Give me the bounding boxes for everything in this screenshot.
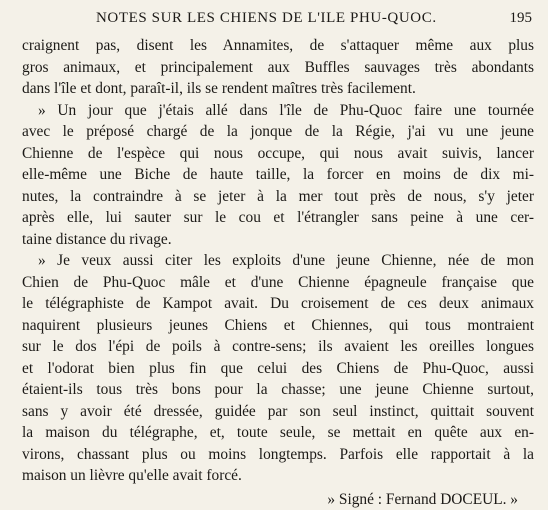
signature: » Signé : Fernand DOCEUL. »: [22, 489, 534, 510]
text-line: Chienne de l'espèce qui nous occupe, qui nous avait suivis, lancer: [22, 143, 534, 165]
text-line: sans y avoir été dressée, guidée par son seul instinct, quittait souvent: [22, 401, 534, 423]
text-line: étaient-ils tous très bons pour la chasse; une jeune Chienne surtout,: [22, 379, 534, 401]
text-line: » Je veux aussi citer les exploits d'une jeune Chienne, née de mon: [22, 250, 534, 272]
paragraph: [22, 35, 534, 100]
paragraph: [22, 100, 534, 251]
text-line: virons, chassant plus ou moins longtemps. Parfois elle rapportait à la: [22, 444, 534, 466]
running-title: NOTES SUR LES CHIENS DE L'ILE PHU-QUOC.: [96, 10, 437, 27]
text-line: Chien de Phu-Quoc mâle et d'une Chienne épagneule française que: [22, 272, 534, 294]
text-line: craignent pas, disent les Annamites, de s'attaquer même aux plus: [22, 35, 534, 57]
text-line: après elle, lui sauter sur le cou et l'étrangler sans peine à une cer-: [22, 207, 534, 229]
text-line: le télégraphiste de Kampot avait. Du croisement de ces deux animaux: [22, 293, 534, 315]
text-line: et l'odorat bien plus fin que celui des Chiens de Phu-Quoc, aussi: [22, 358, 534, 380]
text-line: gros animaux, et principalement aux Buffles sauvages très abondants: [22, 57, 534, 79]
text-line: avec le préposé chargé de la jonque de la Régie, j'ai vu une jeune: [22, 121, 534, 143]
paragraph: [22, 250, 534, 487]
text-line: dans l'île et dont, paraît-il, ils se rendent maîtres très facilement.: [22, 78, 534, 100]
text-line: » Un jour que j'étais allé dans l'île de Phu-Quoc faire une tournée: [22, 100, 534, 122]
page-header: [0, 10, 548, 32]
page-number: 195: [510, 10, 533, 27]
text-line: maison un lièvre qu'elle avait forcé.: [22, 465, 534, 487]
text-line: elle-même une Biche de haute taille, la forcer en moins de dix mi-: [22, 164, 534, 186]
text-line: taine distance du rivage.: [22, 229, 534, 251]
text-line: la maison du télégraphe, et, toute seule, se mettait en quête aux en-: [22, 422, 534, 444]
text-line: naquirent plusieurs jeunes Chiens et Chiennes, qui tous montraient: [22, 315, 534, 337]
body-text: [22, 35, 534, 510]
text-line: sur le dos l'épi de poils à contre-sens; ils avaient les oreilles longues: [22, 336, 534, 358]
text-line: nutes, la contraindre à se jeter à la mer tout près de nous, s'y jeter: [22, 186, 534, 208]
